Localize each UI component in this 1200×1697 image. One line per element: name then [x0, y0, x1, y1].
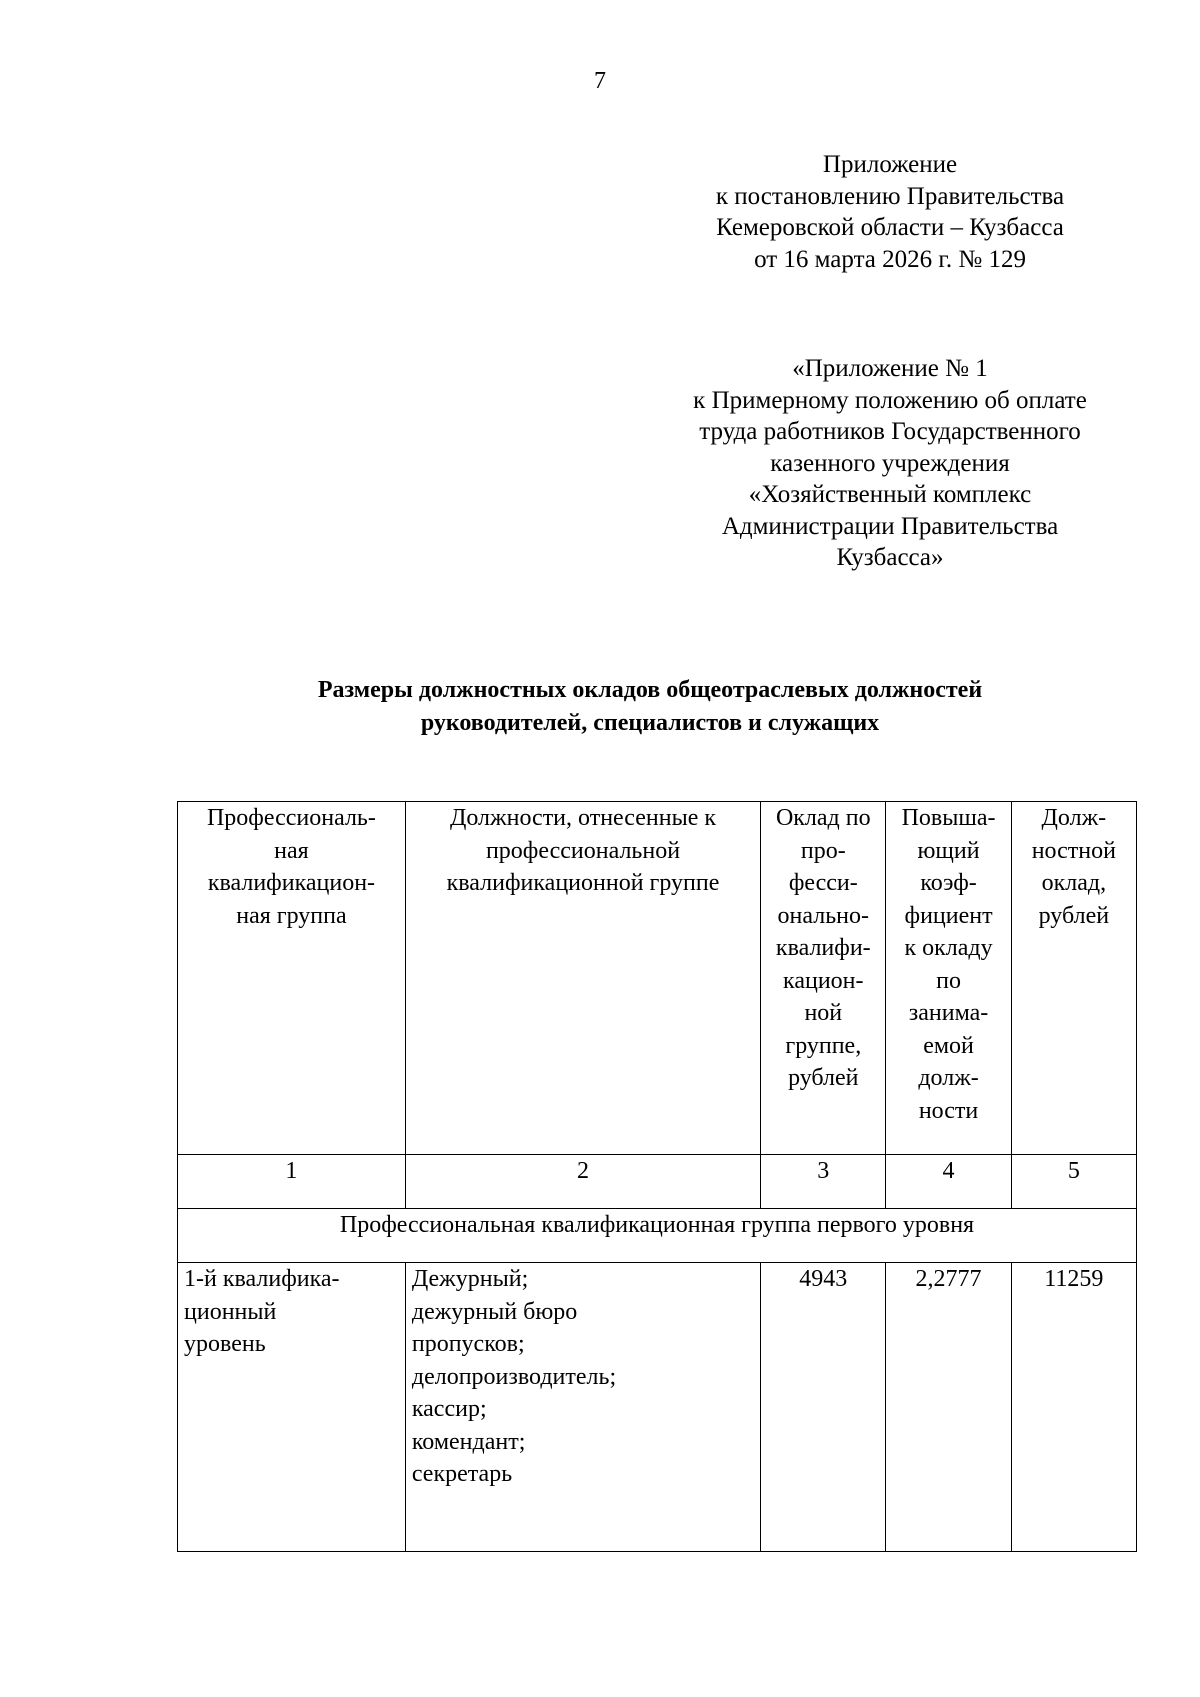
level-line: ционный	[184, 1298, 277, 1325]
coefficient-value: 2,2777	[886, 1263, 1011, 1552]
header-line: Должности, отнесенные к	[449, 805, 717, 831]
column-number: 1	[178, 1155, 406, 1209]
annex-header-line: от 16 марта 2026 г. № 129	[754, 245, 1026, 273]
position-line: комендант;	[411, 1428, 526, 1455]
level-line: 1-й квалифика-	[184, 1266, 340, 1292]
table-row	[178, 1263, 1137, 1552]
header-line: емой	[923, 1032, 974, 1059]
header-line: коэф-	[920, 870, 977, 896]
annex-sub-line: «Хозяйственный комплекс	[748, 481, 1032, 508]
position-line: дежурный бюро	[411, 1298, 578, 1325]
header-line: по	[936, 967, 961, 994]
annex-sub-line: казенного учреждения	[770, 449, 1010, 477]
table-header-row	[178, 802, 1137, 1155]
header-professional-group	[178, 802, 406, 1155]
annex-header	[660, 149, 1120, 275]
header-line: фициент	[904, 902, 993, 929]
header-line: долж-	[918, 1065, 979, 1091]
header-line: рублей	[1038, 902, 1110, 929]
qualification-level	[178, 1263, 406, 1552]
header-line: ющий	[917, 837, 980, 864]
title-line: руководителей, специалистов и служащих	[420, 710, 880, 736]
position-line: пропусков;	[411, 1331, 525, 1357]
header-coefficient	[886, 802, 1011, 1155]
header-line: к окладу	[904, 935, 993, 961]
position-line: секретарь	[411, 1461, 513, 1487]
group-title-row	[178, 1209, 1137, 1263]
column-number: 4	[886, 1155, 1011, 1209]
header-base-salary	[761, 802, 886, 1155]
annex-sub-line: Кузбасса»	[836, 544, 944, 571]
header-line: ности	[918, 1097, 979, 1124]
header-line: оклад,	[1041, 870, 1107, 896]
header-line: Долж-	[1041, 805, 1107, 831]
header-line: фесси-	[788, 870, 858, 896]
base-salary-value: 4943	[761, 1263, 886, 1552]
annex-header-line: Кемеровской области – Кузбасса	[716, 214, 1064, 241]
salary-table	[177, 801, 1137, 1552]
position-line: Дежурный;	[411, 1266, 529, 1292]
header-line: занима-	[908, 1000, 989, 1026]
header-salary	[1011, 802, 1136, 1155]
position-line: кассир;	[411, 1396, 487, 1422]
salary-value: 11259	[1011, 1263, 1136, 1552]
annex-sub-line: «Приложение № 1	[792, 355, 988, 382]
group-title: Профессиональная квалификационная группа первого уровня	[178, 1209, 1137, 1263]
title-line: Размеры должностных окладов общеотраслевых должностей	[317, 677, 983, 703]
header-line: Оклад по	[775, 805, 871, 831]
header-positions	[405, 802, 760, 1155]
header-line: про-	[800, 837, 846, 864]
header-line: ной	[804, 1000, 843, 1026]
annex-header-line: Приложение	[822, 151, 958, 178]
document-title	[160, 674, 1140, 740]
level-line: уровень	[184, 1331, 266, 1357]
header-line: квалификацион-	[207, 870, 376, 896]
header-line: кацион-	[783, 967, 864, 994]
annex-sub-line: к Примерному положению об оплате	[693, 386, 1087, 414]
header-line: профессиональной	[485, 837, 681, 864]
header-line: ностной	[1031, 837, 1116, 864]
header-line: квалифи-	[775, 935, 871, 961]
annex-sub-header	[660, 353, 1120, 574]
header-line: Профессиональ-	[206, 805, 376, 831]
header-line: онально-	[777, 902, 870, 929]
position-line: делопроизводитель;	[411, 1363, 617, 1390]
column-number: 2	[405, 1155, 760, 1209]
header-line: рублей	[788, 1065, 859, 1091]
header-line: ная группа	[236, 902, 347, 929]
column-number: 5	[1011, 1155, 1136, 1209]
annex-sub-line: Администрации Правительства	[721, 512, 1059, 540]
column-number-row	[178, 1155, 1137, 1209]
annex-header-line: к постановлению Правительства	[715, 182, 1065, 210]
positions-list	[405, 1263, 760, 1552]
header-line: ная	[274, 837, 309, 864]
annex-sub-line: труда работников Государственного	[699, 418, 1081, 445]
page-number: 7	[594, 68, 606, 94]
column-number: 3	[761, 1155, 886, 1209]
header-line: квалификационной группе	[446, 870, 720, 896]
header-line: группе,	[785, 1032, 862, 1059]
header-line: Повыша-	[901, 805, 996, 831]
